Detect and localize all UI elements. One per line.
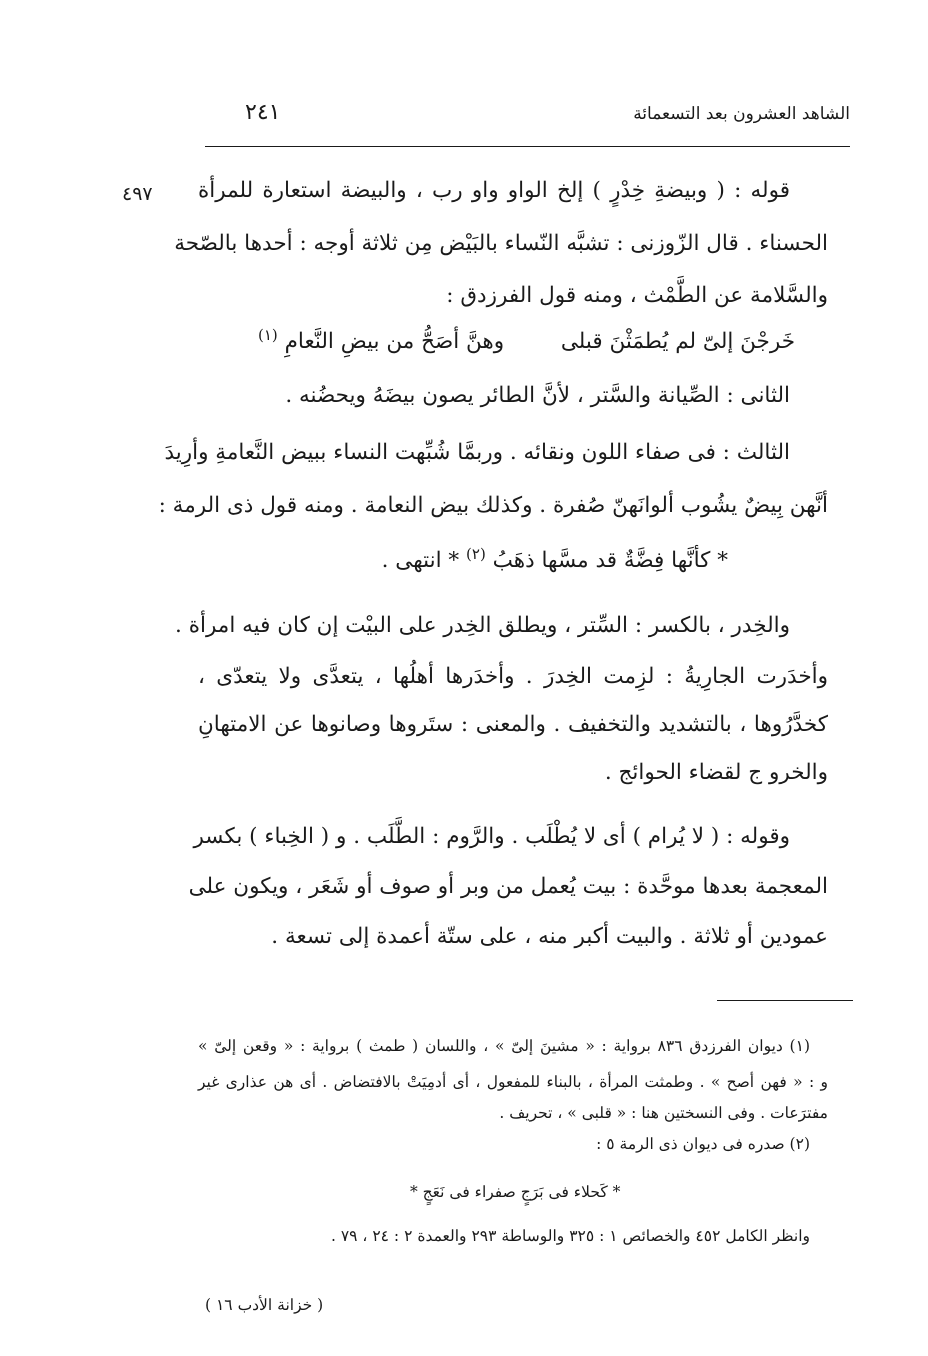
header-rule (205, 146, 850, 147)
body-line: وقوله : ( لا يُرام ) أى لا يُطْلَب . والرَّوم : الطَّلَب . و ( الخِباء ) بكسر (193, 824, 790, 849)
body-line: وأخدَرت الجارِيةُ : لزِمت الخِدرَ . وأخدَرها أهلُها ، يتعدَّى ولا يتعدّى ، (198, 664, 828, 689)
body-line: أنَّهن بِيضٌ يشُوب ألوانَهنّ صُفرة . وكذلك بيض النعامة . ومنه قول ذى الرمة : (158, 493, 828, 518)
margin-entry-number: ٤٩٧ (122, 183, 153, 205)
body-line: كخدَّرُوها ، بالتشديد والتخفيف . والمعنى : ستَروها وصانوها عن الامتهانِ (198, 712, 828, 737)
body-line: المعجمة بعدها موحَّدة : بيت يُعمل من وبر أو صوف أو شَعَر ، ويكون على (188, 874, 828, 899)
footnote-rule (717, 1000, 853, 1001)
body-line: والخرو ج لقضاء الحوائج . (604, 760, 828, 785)
footnote-line: (١) ديوان الفرزدق ٨٣٦ برواية : « مشينَ إلىّ » ، واللسان ( طمث ) برواية : « وقعن إلىّ » (198, 1037, 811, 1055)
verse-line (382, 546, 728, 576)
body-line: قوله : ( وبيضةِ خِدْرٍ ) إلخ الواو واو رب ، والبيضة استعارة للمرأة (198, 178, 790, 203)
footnote-line: و : « فهن أصح » . وطمثت المرأة ، بالبناء للمفعول ، أى أدمِيَتْ بالافتضاض . أى هن عذارى غير (198, 1073, 828, 1091)
footnote-ref: (٢) (466, 544, 486, 563)
verse-hemistich-right: خَرجْنَ إلىّ لم يُطمَثْنَ قبلى (560, 329, 795, 354)
footnote-verse: * كَحلاء فى بَرَجٍ صفراء فى نَعَجٍ * (410, 1183, 621, 1201)
verse-end-text: * انتهى . (381, 548, 460, 573)
signature-mark: ( خزانة الأدب ١٦ ) (205, 1296, 324, 1314)
verse-text: * كأنَّها فِضَّةٌ قد مسَّها ذهَبُ (492, 548, 728, 573)
footnote-ref: (١) (258, 325, 278, 344)
footnote-line: مفترَعات . وفى النسختين هنا : « قلبى » ، تحريف . (499, 1104, 828, 1122)
verse-hemistich-left-text: وهنَّ أصَحُّ من بيضِ النَّعامِ (284, 329, 505, 354)
verse-hemistich-left (258, 327, 504, 357)
page-header (205, 98, 850, 138)
footnote-line: (٢) صدره فى ديوان ذى الرمة ٥ : (596, 1135, 810, 1153)
page-number: ٢٤١ (245, 100, 281, 125)
body-line: الحسناء . قال الزّوزنى : تشبَّه النّساء بالبَيْض مِن ثلاثة أوجه : أحدها بالصّحة (174, 231, 828, 256)
footnote-line: وانظر الكامل ٤٥٢ والخصائص ١ : ٣٢٥ والوساطة ٢٩٣ والعمدة ٢ : ٢٤ ، ٧٩ . (330, 1227, 810, 1245)
body-line: الثالث : فى صفاء اللون ونقائه . وربمَّا شُبِّهت النساء ببيض النَّعامةِ وأرِيدَ (164, 440, 790, 465)
body-line: والسَّلامة عن الطَّمْث ، ومنه قول الفرزدق : (446, 283, 828, 308)
body-line: والخِدر ، بالكسر : السِّتر ، ويطلق الخِدر على البيْت إن كان فيه امرأة . (175, 613, 790, 638)
body-line: عمودين أو ثلاثة . والبيت أكبر منه ، على ستّة أعمدة إلى تسعة . (271, 924, 828, 949)
body-line: الثانى : الصِّيانة والسَّتر ، لأنَّ الطائر يصون بيضَهُ ويحضُنه . (285, 383, 790, 408)
running-title: الشاهد العشرون بعد التسعمائة (633, 104, 850, 124)
